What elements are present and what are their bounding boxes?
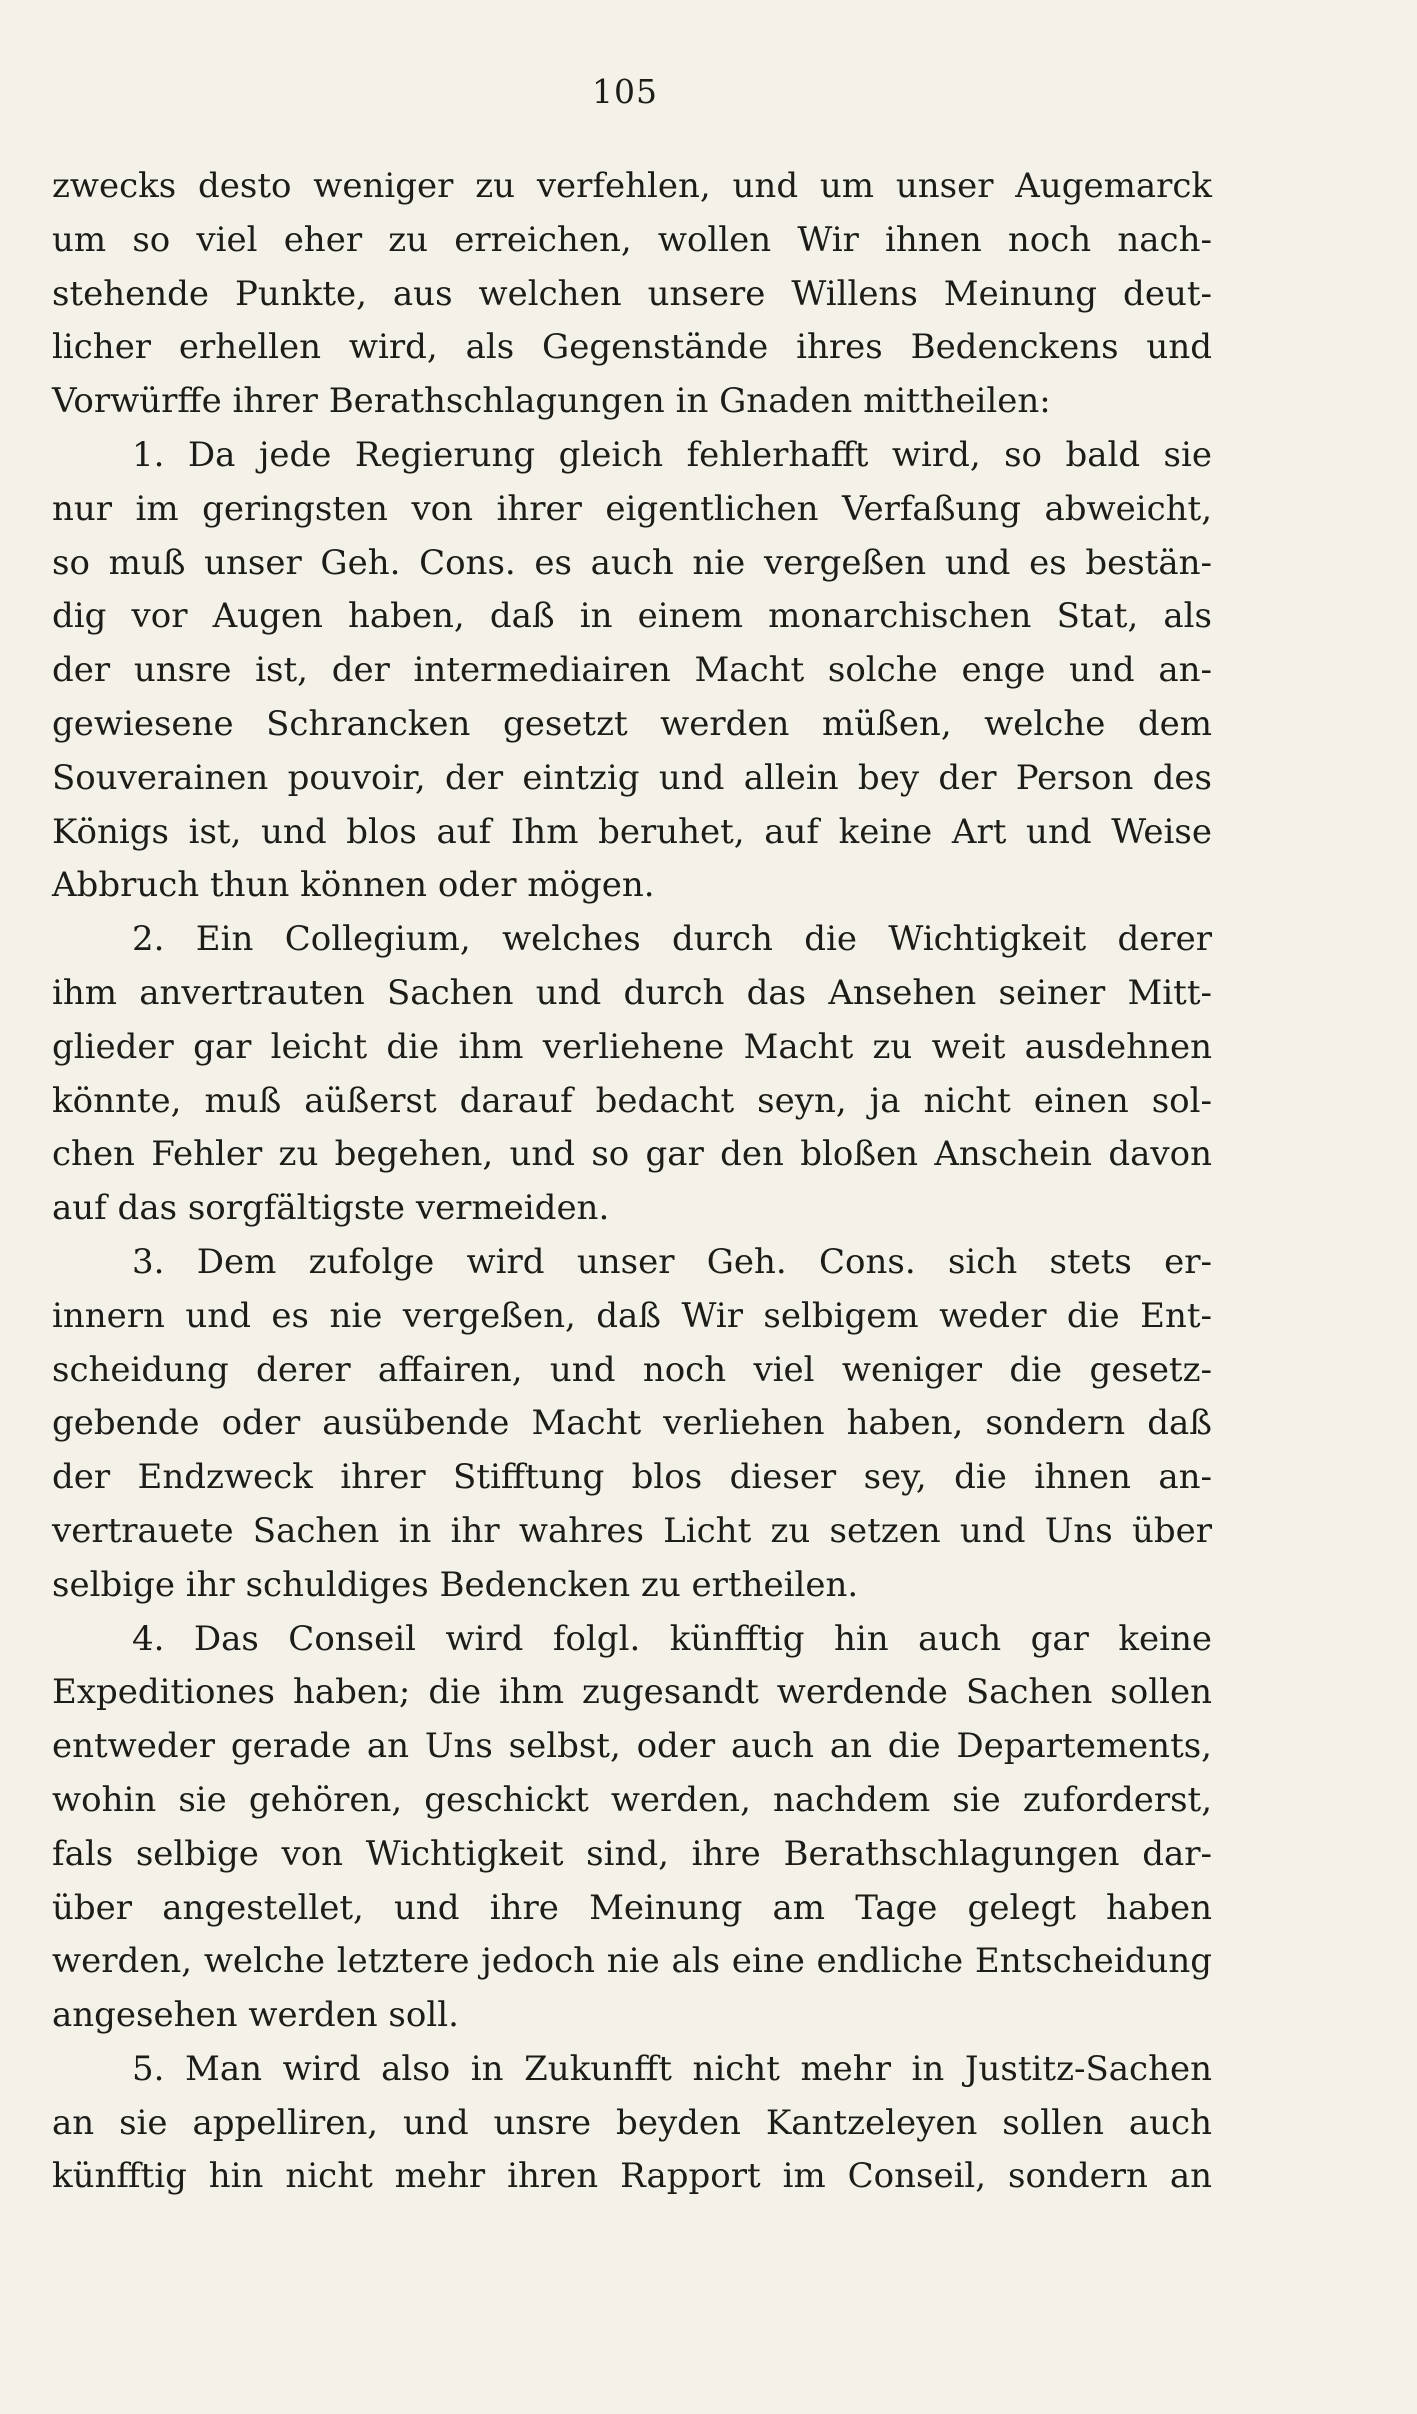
text-line: der unsre ist, der intermediairen Macht solche enge und an- [52,650,1212,691]
text-line: nur im geringsten von ihrer eigentlichen Verfaßung abweicht, [52,488,1212,529]
text-line: Königs ist, und blos auf Ihm beruhet, auf keine Art und Weise [52,811,1212,852]
paragraph-1-start: 1. Da jede Regierung gleich fehlerhafft wird, so bald sie [132,434,1212,475]
text-line: angesehen werden soll. [52,1995,459,2036]
text-line: auf das sorgfältigste vermeiden. [52,1188,610,1229]
text-line: um so viel eher zu erreichen, wollen Wir ihnen noch nach- [52,219,1212,260]
text-line: so muß unser Geh. Cons. es auch nie vergeßen und es bestän- [52,542,1212,583]
text-line: chen Fehler zu begehen, und so gar den bloßen Anschein davon [52,1134,1212,1175]
text-line: werden, welche letztere jedoch nie als eine endliche Entscheidung [52,1941,1212,1982]
paragraph-2-start: 2. Ein Collegium, welches durch die Wichtigkeit derer [132,919,1212,960]
text-line: Souverainen pouvoir, der eintzig und allein bey der Person des [52,757,1212,798]
text-line: künfftig hin nicht mehr ihren Rapport im Conseil, sondern an [52,2156,1212,2197]
text-line: der Endzweck ihrer Stifftung blos dieser sey, die ihnen an- [52,1457,1212,1498]
text-line: stehende Punkte, aus welchen unsere Willens Meinung deut- [52,273,1212,314]
text-line: gewiesene Schrancken gesetzt werden müßen, welche dem [52,703,1212,744]
text-line: Vorwürffe ihrer Berathschlagungen in Gnaden mittheilen: [52,381,1051,422]
text-line: ihm anvertrauten Sachen und durch das Ansehen seiner Mitt- [52,972,1212,1013]
paragraph-3-start: 3. Dem zufolge wird unser Geh. Cons. sich stets er- [132,1241,1212,1282]
text-line: könnte, muß aüßerst darauf bedacht seyn, ja nicht einen sol- [52,1080,1212,1121]
text-line: selbige ihr schuldiges Bedencken zu ertheilen. [52,1564,859,1605]
text-line: Expeditiones haben; die ihm zugesandt werdende Sachen sollen [52,1672,1212,1713]
body-text [52,160,1212,2204]
text-line: scheidung derer affairen, und noch viel weniger die gesetz- [52,1349,1212,1390]
text-line: an sie appelliren, und unsre beyden Kantzeleyen sollen auch [52,2102,1212,2143]
paragraph-5-start: 5. Man wird also in Zukunfft nicht mehr in Justitz-Sachen [132,2048,1212,2089]
paragraph-4-start: 4. Das Conseil wird folgl. künfftig hin auch gar keine [132,1618,1212,1659]
text-line: licher erhellen wird, als Gegenstände ihres Bedenckens und [52,327,1212,368]
text-line: innern und es nie vergeßen, daß Wir selbigem weder die Ent- [52,1295,1212,1336]
text-line: fals selbige von Wichtigkeit sind, ihre Berathschlagungen dar- [52,1833,1212,1874]
page-number: 105 [592,72,658,111]
text-line: vertrauete Sachen in ihr wahres Licht zu setzen und Uns über [52,1510,1212,1551]
text-line: wohin sie gehören, geschickt werden, nachdem sie zuforderst, [52,1779,1212,1820]
text-line: glieder gar leicht die ihm verliehene Macht zu weit ausdehnen [52,1026,1212,1067]
text-line: zwecks desto weniger zu verfehlen, und um unser Augemarck [52,166,1212,206]
text-line: entweder gerade an Uns selbst, oder auch an die Departements, [52,1726,1212,1767]
text-line: über angestellet, und ihre Meinung am Tage gelegt haben [52,1887,1212,1928]
text-line: gebende oder ausübende Macht verliehen haben, sondern daß [52,1403,1212,1444]
text-line: dig vor Augen haben, daß in einem monarchischen Stat, als [52,596,1212,637]
text-line: Abbruch thun können oder mögen. [52,865,655,906]
